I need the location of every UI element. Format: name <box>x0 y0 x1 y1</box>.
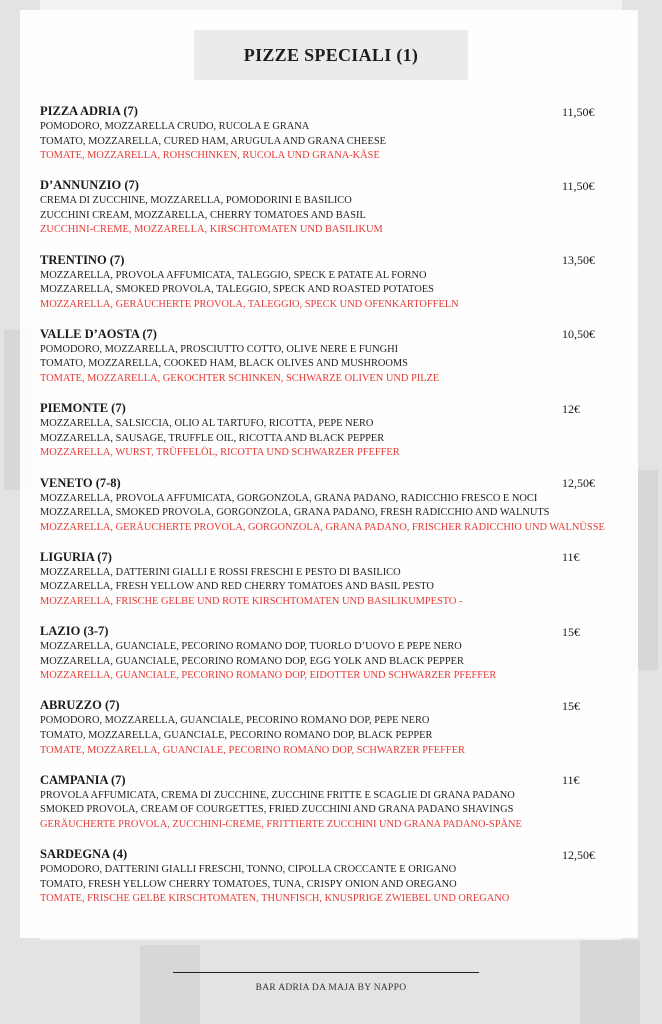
item-price: 11€ <box>562 773 580 788</box>
item-description-english: MOZZARELLA, FRESH YELLOW AND RED CHERRY TOMATOES AND BASIL PESTO <box>40 581 434 593</box>
item-description-english: MOZZARELLA, GUANCIALE, PECORINO ROMANO DOP, EGG YOLK AND BLACK PEPPER <box>40 655 464 667</box>
item-description-german: TOMATE, MOZZARELLA, GUANCIALE, PECORINO ROMANO DOP, SCHWARZER PFEFFER <box>40 744 465 756</box>
item-description-english: TOMATO, FRESH YELLOW CHERRY TOMATOES, TUNA, CRISPY ONION AND OREGANO <box>40 878 457 890</box>
item-price: 15€ <box>562 624 580 639</box>
item-description-english: MOZZARELLA, SMOKED PROVOLA, GORGONZOLA, GRANA PADANO, FRESH RADICCHIO AND WALNUTS <box>40 507 550 519</box>
item-description-italian: POMODORO, MOZZARELLA, GUANCIALE, PECORINO ROMANO DOP, PEPE NERO <box>40 715 430 727</box>
menu-item <box>40 772 640 833</box>
item-name: PIEMONTE (7) <box>40 401 126 416</box>
item-description-german: GERÄUCHERTE PROVOLA, ZUCCHINI-CREME, FRITTIERTE ZUCCHINI UND GRANA PADANO-SPÄNE <box>40 818 522 830</box>
item-price: 11€ <box>562 550 580 565</box>
item-description-english: ZUCCHINI CREAM, MOZZARELLA, CHERRY TOMATOES AND BASIL <box>40 209 366 221</box>
item-description-german: TOMATE, MOZZARELLA, GEKOCHTER SCHINKEN, SCHWARZE OLIVEN UND PILZE <box>40 373 440 385</box>
menu-item <box>40 475 640 536</box>
item-description-german: MOZZARELLA, GERÄUCHERTE PROVOLA, GORGONZOLA, GRANA PADANO, FRISCHER RADICCHIO UND WALNÜSSE <box>40 521 605 533</box>
item-description-german: ZUCCHINI-CREME, MOZZARELLA, KIRSCHTOMATEN UND BASILIKUM <box>40 224 383 236</box>
menu-item <box>40 400 640 461</box>
item-name: SARDEGNA (4) <box>40 847 128 861</box>
menu-item <box>40 177 640 238</box>
menu-item <box>40 549 640 610</box>
item-description-italian: PROVOLA AFFUMICATA, CREMA DI ZUCCHINE, ZUCCHINE FRITTE E SCAGLIE DI GRANA PADANO <box>40 789 515 801</box>
item-price: 12,50€ <box>562 847 595 862</box>
menu-item <box>40 697 640 758</box>
item-description-italian: CREMA DI ZUCCHINE, MOZZARELLA, POMODORINI E BASILICO <box>40 195 352 207</box>
item-price: 15€ <box>562 698 580 713</box>
item-description-german: MOZZARELLA, WURST, TRÜFFELÖL, RICOTTA UND SCHWARZER PFEFFER <box>40 447 400 459</box>
item-description-english: SMOKED PROVOLA, CREAM OF COURGETTES, FRIED ZUCCHINI AND GRANA PADANO SHAVINGS <box>40 804 514 816</box>
item-description-italian: POMODORO, MOZZARELLA, PROSCIUTTO COTTO, OLIVE NERE E FUNGHI <box>40 343 399 355</box>
item-description-english: TOMATO, MOZZARELLA, COOKED HAM, BLACK OLIVES AND MUSHROOMS <box>40 358 408 370</box>
item-description-german: TOMATE, MOZZARELLA, ROHSCHINKEN, RUCOLA UND GRANA-KÄSE <box>40 150 380 162</box>
item-name: PIZZA ADRIA (7) <box>40 104 138 118</box>
menu-item <box>40 103 640 164</box>
item-description-italian: MOZZARELLA, DATTERINI GIALLI E ROSSI FRESCHI E PESTO DI BASILICO <box>40 566 401 578</box>
menu-item <box>40 623 640 684</box>
footer-divider <box>173 972 479 973</box>
item-description-italian: MOZZARELLA, SALSICCIA, OLIO AL TARTUFO, RICOTTA, PEPE NERO <box>40 418 374 430</box>
item-description-german: MOZZARELLA, FRISCHE GELBE UND ROTE KIRSCHTOMATEN UND BASILIKUMPESTO - <box>40 595 463 607</box>
item-name: VALLE D’AOSTA (7) <box>40 326 157 341</box>
item-description-italian: MOZZARELLA, PROVOLA AFFUMICATA, GORGONZOLA, GRANA PADANO, RADICCHIO FRESCO E NOCI <box>40 492 538 504</box>
item-price: 13,50€ <box>562 253 595 268</box>
item-name: VENETO (7-8) <box>40 475 121 490</box>
menu-title-box <box>194 30 468 80</box>
item-description-german: MOZZARELLA, GUANCIALE, PECORINO ROMANO DOP, EIDOTTER UND SCHWARZER PFEFFER <box>40 670 497 682</box>
item-price: 10,50€ <box>562 327 595 342</box>
item-description-german: MOZZARELLA, GERÄUCHERTE PROVOLA, TALEGGIO, SPECK UND OFENKARTOFFELN <box>40 298 459 310</box>
item-description-italian: MOZZARELLA, PROVOLA AFFUMICATA, TALEGGIO, SPECK E PATATE AL FORNO <box>40 269 427 281</box>
item-description-german: TOMATE, FRISCHE GELBE KIRSCHTOMATEN, THUNFISCH, KNUSPRIGE ZWIEBEL UND OREGANO <box>40 893 510 905</box>
item-price: 11,50€ <box>562 104 595 119</box>
item-description-italian: MOZZARELLA, GUANCIALE, PECORINO ROMANO DOP, TUORLO D’UOVO E PEPE NERO <box>40 641 462 653</box>
item-name: ABRUZZO (7) <box>40 698 120 713</box>
item-name: CAMPANIA (7) <box>40 772 126 787</box>
menu-title: PIZZE SPECIALI (1) <box>243 44 419 65</box>
menu-item <box>40 846 640 907</box>
item-description-english: TOMATO, MOZZARELLA, CURED HAM, ARUGULA AND GRANA CHEESE <box>40 135 386 147</box>
item-name: TRENTINO (7) <box>40 252 125 267</box>
item-name: D’ANNUNZIO (7) <box>40 178 139 193</box>
item-price: 12,50€ <box>562 476 595 490</box>
item-price: 12€ <box>562 401 580 416</box>
item-description-italian: POMODORO, DATTERINI GIALLI FRESCHI, TONNO, CIPOLLA CROCCANTE E ORIGANO <box>40 864 457 875</box>
item-name: LAZIO (3-7) <box>40 624 109 639</box>
menu-item <box>40 326 640 387</box>
item-price: 11,50€ <box>562 178 595 193</box>
footer-text: BAR ADRIA DA MAJA BY NAPPO <box>255 983 407 993</box>
item-description-italian: POMODORO, MOZZARELLA CRUDO, RUCOLA E GRANA <box>40 121 310 132</box>
item-description-english: TOMATO, MOZZARELLA, GUANCIALE, PECORINO ROMANO DOP, BLACK PEPPER <box>40 729 433 741</box>
menu-item <box>40 252 640 313</box>
item-name: LIGURIA (7) <box>40 549 112 564</box>
item-description-english: MOZZARELLA, SMOKED PROVOLA, TALEGGIO, SPECK AND ROASTED POTATOES <box>40 284 434 296</box>
item-description-english: MOZZARELLA, SAUSAGE, TRUFFLE OIL, RICOTTA AND BLACK PEPPER <box>40 432 385 444</box>
